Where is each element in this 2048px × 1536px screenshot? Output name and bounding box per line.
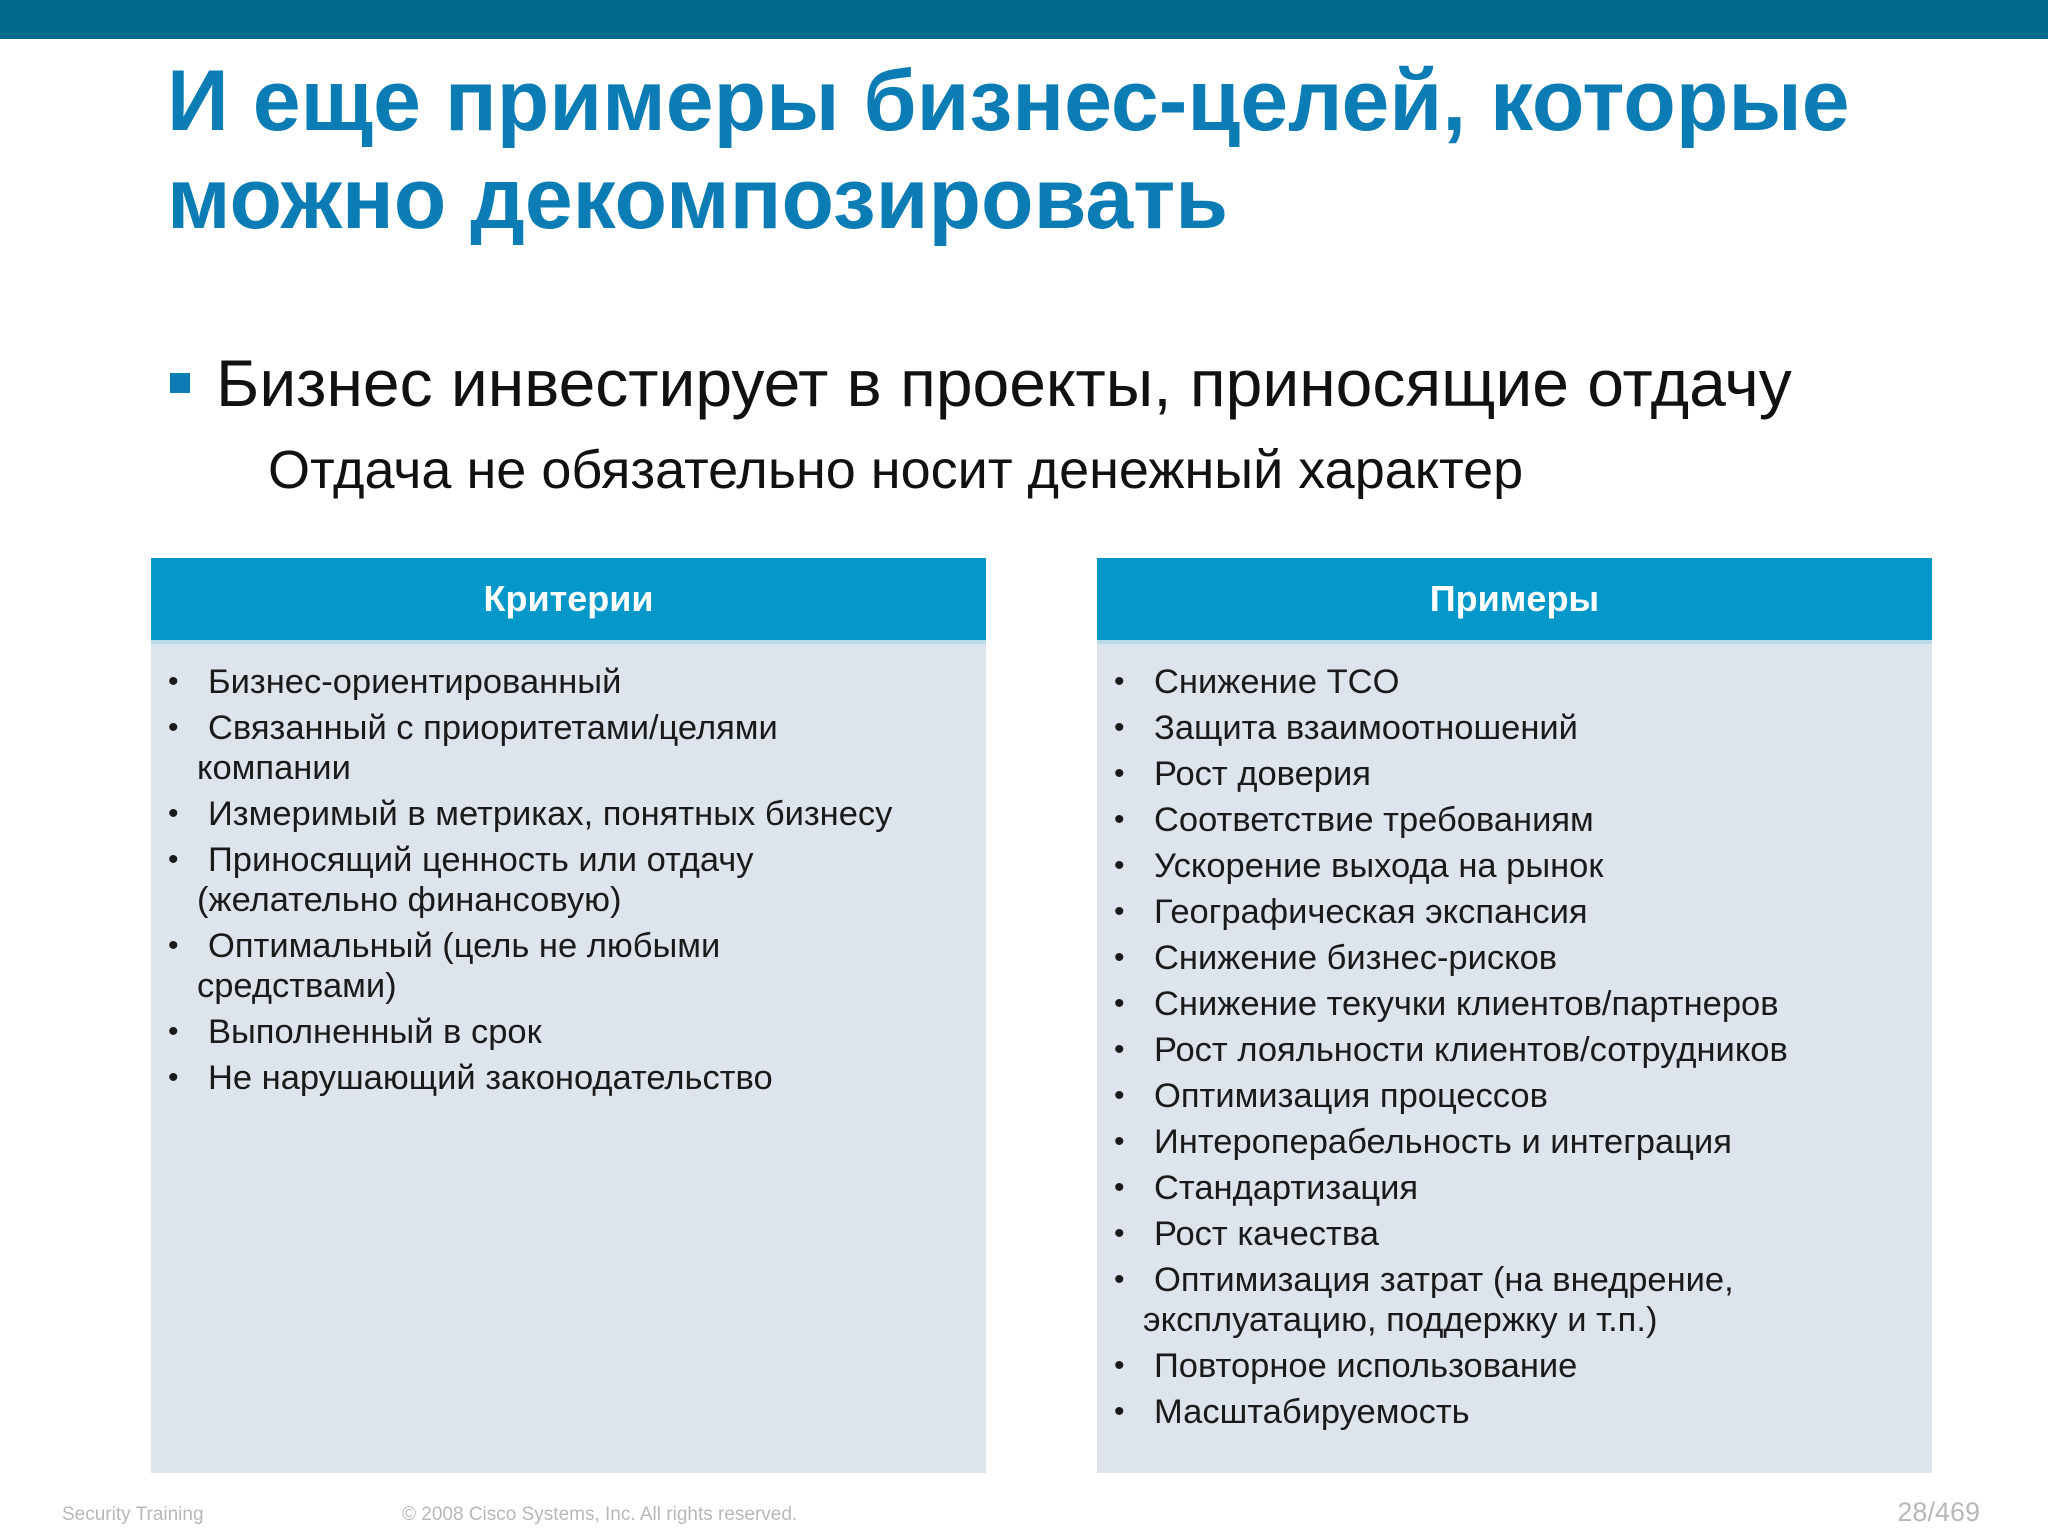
example-item-text: Масштабируемость xyxy=(1154,1393,1470,1431)
example-item-text: Ускорение выхода на рынок xyxy=(1154,847,1604,885)
example-item xyxy=(1114,938,1902,978)
example-item-text: Рост качества xyxy=(1154,1215,1379,1253)
example-item-text: Защита взаимоотношений xyxy=(1154,709,1578,747)
example-item-text: Оптимизация затрат (на внедрение, xyxy=(1154,1261,1734,1299)
example-item-text: Снижение TCO xyxy=(1154,663,1400,701)
criteria-item xyxy=(168,1058,956,1098)
top-band xyxy=(0,0,2048,39)
criteria-item xyxy=(168,708,956,788)
sub-bullet-text: Отдача не обязательно носит денежный характер xyxy=(268,440,1524,500)
examples-header: Примеры xyxy=(1097,558,1932,644)
example-item xyxy=(1114,984,1902,1024)
criteria-item-text-continued: (желательно финансовую) xyxy=(197,881,622,919)
example-item xyxy=(1114,754,1902,794)
example-item xyxy=(1114,708,1902,748)
criteria-item-text: Оптимальный (цель не любыми xyxy=(208,927,721,965)
main-bullet xyxy=(170,342,2010,424)
main-bullet-text: Бизнес инвестирует в проекты, приносящие отдачу xyxy=(216,346,1792,420)
example-item-text: Соответствие требованиям xyxy=(1154,801,1594,839)
criteria-panel xyxy=(151,558,986,1473)
criteria-list xyxy=(151,644,986,1098)
example-item xyxy=(1114,1076,1902,1116)
page-number: 28/469 xyxy=(1897,1497,1980,1527)
footer-course-name: Security Training xyxy=(62,1504,204,1525)
criteria-item xyxy=(168,662,956,702)
criteria-item-text-continued: компании xyxy=(197,749,351,787)
example-item-text: Снижение текучки клиентов/партнеров xyxy=(1154,985,1779,1023)
example-item xyxy=(1114,662,1902,702)
criteria-header: Критерии xyxy=(151,558,986,644)
example-item xyxy=(1114,1346,1902,1386)
example-item-text: Рост доверия xyxy=(1154,755,1371,793)
criteria-item-text: Измеримый в метриках, понятных бизнесу xyxy=(208,795,893,833)
criteria-item-text: Бизнес-ориентированный xyxy=(208,663,622,701)
examples-list xyxy=(1097,644,1932,1432)
square-bullet-icon xyxy=(170,373,190,393)
criteria-item-text: Приносящий ценность или отдачу xyxy=(208,841,754,879)
example-item-text: Интероперабельность и интеграция xyxy=(1154,1123,1732,1161)
example-item-text: Рост лояльности клиентов/сотрудников xyxy=(1154,1031,1788,1069)
example-item-text: Географическая экспансия xyxy=(1154,893,1588,931)
criteria-item xyxy=(168,794,956,834)
example-item-text: Снижение бизнес-рисков xyxy=(1154,939,1558,977)
example-item xyxy=(1114,1214,1902,1254)
examples-panel xyxy=(1097,558,1932,1473)
example-item xyxy=(1114,800,1902,840)
criteria-item-text: Не нарушающий законодательство xyxy=(208,1059,773,1097)
example-item xyxy=(1114,1168,1902,1208)
criteria-item-text: Выполненный в срок xyxy=(208,1013,542,1051)
criteria-item-text: Связанный с приоритетами/целями xyxy=(208,709,778,747)
example-item-text: Повторное использование xyxy=(1154,1347,1578,1385)
slide-title-line-1: И еще примеры бизнес-целей, которые xyxy=(167,53,1850,149)
example-item-text: Оптимизация процессов xyxy=(1154,1077,1548,1115)
example-item xyxy=(1114,1392,1902,1432)
example-item xyxy=(1114,1260,1902,1340)
criteria-item xyxy=(168,1012,956,1052)
criteria-item xyxy=(168,926,956,1006)
example-item xyxy=(1114,1122,1902,1162)
slide-title-line-2: можно декомпозировать xyxy=(167,151,1229,247)
criteria-item xyxy=(168,840,956,920)
example-item-text: Стандартизация xyxy=(1154,1169,1419,1207)
example-item xyxy=(1114,846,1902,886)
criteria-item-text-continued: средствами) xyxy=(197,967,397,1005)
slide-title xyxy=(167,52,2007,248)
example-item xyxy=(1114,1030,1902,1070)
footer-copyright: © 2008 Cisco Systems, Inc. All rights reserved. xyxy=(402,1504,798,1525)
example-item xyxy=(1114,892,1902,932)
example-item-text-continued: эксплуатацию, поддержку и т.п.) xyxy=(1143,1301,1658,1339)
